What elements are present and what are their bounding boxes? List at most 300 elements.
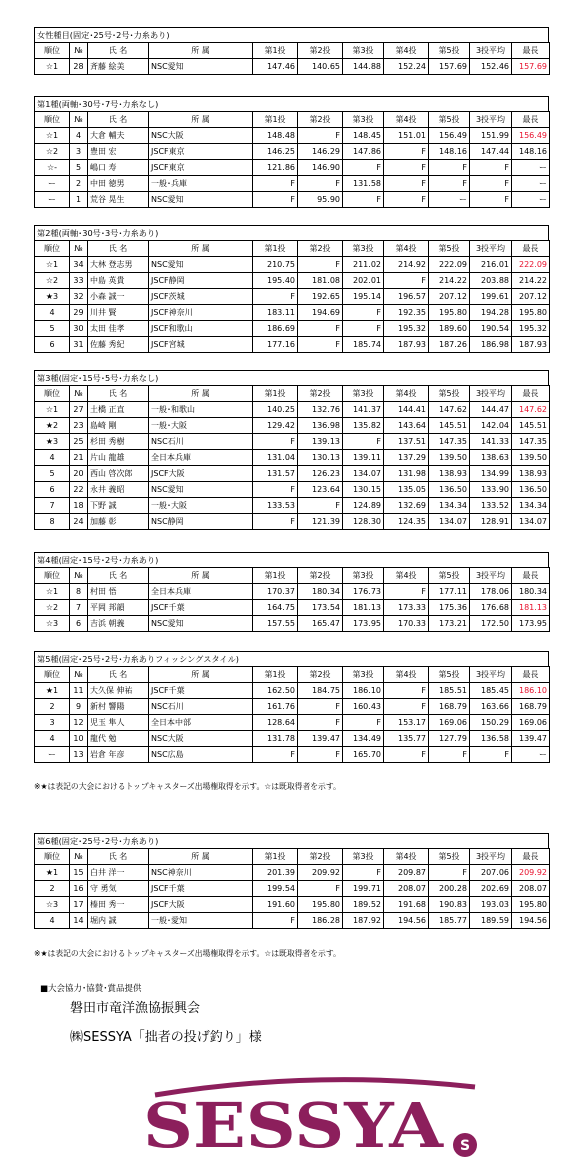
table-row [35,897,550,913]
table-cell: F [298,699,343,715]
table-cell: 吉浜 朝義 [88,616,149,632]
header-cell: 第2投 [298,386,343,402]
table-cell: ☆1 [35,257,70,273]
table-cell: 121.86 [253,160,298,176]
table-cell: ☆3 [35,897,70,913]
table-cell: JSCF神奈川 [149,305,253,321]
section-title: 第5種(固定･25号･2号･力糸ありフィッシングスタイル) [34,651,549,666]
header-cell: 3投平均 [470,849,512,865]
table-cell: 170.33 [384,616,429,632]
table-cell: 152.24 [384,59,429,75]
table-row [35,144,550,160]
table-cell: F [470,160,512,176]
table-cell: 143.64 [384,418,429,434]
table-row [35,402,550,418]
table-cell: 7 [35,498,70,514]
table-cell: 202.01 [343,273,384,289]
header-cell: 最長 [512,667,550,683]
table-cell: 183.11 [253,305,298,321]
table-cell: 129.42 [253,418,298,434]
table-cell: 192.65 [298,289,343,305]
table-cell: 永井 義昭 [88,482,149,498]
table-row [35,600,550,616]
table-cell: 138.93 [429,466,470,482]
header-cell: № [70,43,88,59]
table-cell: NSC石川 [149,699,253,715]
table-cell: 岩倉 年彦 [88,747,149,763]
table-cell: JSCF茨城 [149,289,253,305]
table-cell: JSCF千葉 [149,683,253,699]
table-cell: ☆2 [35,273,70,289]
table-cell: 138.63 [470,450,512,466]
table-cell: F [470,192,512,208]
header-cell: 第4投 [384,112,429,128]
table-cell: 209.92 [298,865,343,881]
table-cell: 24 [70,514,88,530]
table-cell: 16 [70,881,88,897]
table-cell: ★1 [35,683,70,699]
table-cell: 145.51 [429,418,470,434]
section-title: 第4種(固定･15号･2号･力糸あり) [34,552,549,567]
table-row [35,747,550,763]
header-cell: 3投平均 [470,241,512,257]
table-cell: 豊田 宏 [88,144,149,160]
table-cell: F [384,176,429,192]
table-cell: 95.90 [298,192,343,208]
header-cell: 順位 [35,241,70,257]
table-cell: 139.13 [298,434,343,450]
table-cell: 173.54 [298,600,343,616]
table-cell: F [384,683,429,699]
table-cell: 214.92 [384,257,429,273]
table-row [35,289,550,305]
table-row [35,418,550,434]
table-cell: 150.29 [470,715,512,731]
sessya-logo [135,1075,495,1165]
header-cell: 第2投 [298,568,343,584]
table-cell: 下野 誠 [88,498,149,514]
table-cell: 185.51 [429,683,470,699]
table-row [35,865,550,881]
table-cell: 147.44 [470,144,512,160]
table-cell: 8 [70,584,88,600]
table-cell: 211.02 [343,257,384,273]
table-cell: 131.58 [343,176,384,192]
table-cell: 島崎 剛 [88,418,149,434]
table-cell: F [343,321,384,337]
table-cell: 189.60 [429,321,470,337]
table-cell: 8 [35,514,70,530]
header-cell: 第4投 [384,568,429,584]
table-cell: 168.79 [429,699,470,715]
table-cell: 177.16 [253,337,298,353]
footnote-2: ※★は表記の大会におけるトップキャスターズ出場権取得を示す。☆は既取得者を示す。 [34,949,341,958]
table-cell: 144.47 [470,402,512,418]
header-row [35,241,550,257]
table-cell: 187.93 [384,337,429,353]
header-cell: 3投平均 [470,43,512,59]
section-title: 第6種(固定･25号･2号･力糸あり) [34,833,549,848]
table-cell: 128.91 [470,514,512,530]
table-cell: 209.87 [384,865,429,881]
table-cell: 大久保 伸祐 [88,683,149,699]
table-cell: ☆3 [35,616,70,632]
table-cell: 190.83 [429,897,470,913]
table-cell: 207.06 [470,865,512,881]
table-cell: 157.55 [253,616,298,632]
table-cell: 全日本兵庫 [149,584,253,600]
table-cell: 214.22 [512,273,550,289]
table-cell: 128.30 [343,514,384,530]
table-cell: F [384,747,429,763]
table-cell: 27 [70,402,88,418]
header-cell: 最長 [512,43,550,59]
table-cell: 4 [70,128,88,144]
header-cell: 所 属 [149,386,253,402]
table-cell: 14 [70,913,88,929]
table-cell: 138.93 [512,466,550,482]
header-cell: 第1投 [253,112,298,128]
table-cell: 124.89 [343,498,384,514]
table-cell: ー [512,160,550,176]
table-cell: 17 [70,897,88,913]
header-row [35,386,550,402]
table-cell: 堀内 誠 [88,913,149,929]
table-row [35,160,550,176]
table-cell: ー [35,747,70,763]
header-cell: 氏 名 [88,112,149,128]
table-cell: 130.15 [343,482,384,498]
result-section [34,651,549,763]
header-cell: 第2投 [298,43,343,59]
table-cell: F [343,715,384,731]
header-cell: 第5投 [429,112,470,128]
table-row [35,321,550,337]
table-cell: 大林 登志男 [88,257,149,273]
table-cell: 4 [35,731,70,747]
table-cell: NSC石川 [149,434,253,450]
table-cell: 1 [70,192,88,208]
table-cell: 186.10 [512,683,550,699]
table-cell: 131.98 [384,466,429,482]
table-cell: 192.35 [384,305,429,321]
table-cell: 140.25 [253,402,298,418]
header-cell: 氏 名 [88,568,149,584]
table-cell: F [384,192,429,208]
header-cell: 第5投 [429,667,470,683]
table-cell: F [429,747,470,763]
table-cell: 中田 徳男 [88,176,149,192]
table-cell: 185.74 [343,337,384,353]
table-cell: 斉藤 絵美 [88,59,149,75]
table-cell: 151.01 [384,128,429,144]
table-cell: 児玉 隼人 [88,715,149,731]
table-cell: 187.26 [429,337,470,353]
header-row [35,849,550,865]
header-cell: № [70,849,88,865]
table-cell: 小森 誠一 [88,289,149,305]
table-cell: 181.08 [298,273,343,289]
table-cell: 135.77 [384,731,429,747]
table-cell: NSC広島 [149,747,253,763]
table-cell: F [298,881,343,897]
table-cell: 214.22 [429,273,470,289]
table-cell: 加藤 彰 [88,514,149,530]
header-cell: 氏 名 [88,849,149,865]
table-cell: F [384,160,429,176]
table-cell: 139.47 [512,731,550,747]
header-cell: 第2投 [298,667,343,683]
table-cell: F [470,747,512,763]
table-row [35,176,550,192]
table-row [35,584,550,600]
table-cell: 34 [70,257,88,273]
header-cell: 第5投 [429,568,470,584]
header-cell: 順位 [35,849,70,865]
results-table [34,111,550,208]
table-cell: 186.69 [253,321,298,337]
table-cell: JSCF千葉 [149,881,253,897]
table-cell: ☆2 [35,144,70,160]
result-section [34,552,549,632]
table-cell: 片山 龍雄 [88,450,149,466]
result-section [34,225,549,353]
table-cell: 134.07 [343,466,384,482]
table-cell: 137.29 [384,450,429,466]
table-cell: NSC愛知 [149,616,253,632]
table-cell: 199.61 [470,289,512,305]
table-cell: 180.34 [298,584,343,600]
section-title: 第3種(固定･15号･5号･力糸なし) [34,370,549,385]
table-cell: 209.92 [512,865,550,881]
table-cell: 135.05 [384,482,429,498]
table-cell: 139.50 [512,450,550,466]
section-title: 第2種(両軸･30号･3号･力糸あり) [34,225,549,240]
header-cell: № [70,667,88,683]
results-table [34,848,550,929]
table-cell: 村田 悟 [88,584,149,600]
header-cell: 3投平均 [470,667,512,683]
table-cell: ★2 [35,418,70,434]
table-cell: 136.58 [470,731,512,747]
table-cell: 133.52 [470,498,512,514]
table-cell: 嶋口 寿 [88,160,149,176]
table-cell: 134.49 [343,731,384,747]
results-table [34,567,550,632]
table-cell: 一般･大阪 [149,418,253,434]
table-cell: F [253,747,298,763]
header-cell: 第1投 [253,849,298,865]
table-row [35,913,550,929]
table-cell: 140.65 [298,59,343,75]
table-cell: 169.06 [429,715,470,731]
table-cell: 207.12 [512,289,550,305]
table-cell: 123.64 [298,482,343,498]
table-row [35,466,550,482]
table-cell: 131.04 [253,450,298,466]
table-cell: F [253,514,298,530]
table-cell: F [298,337,343,353]
table-cell: 162.50 [253,683,298,699]
table-cell: 佐藤 秀紀 [88,337,149,353]
header-cell: 氏 名 [88,241,149,257]
table-cell: 133.90 [470,482,512,498]
header-cell: 順位 [35,386,70,402]
table-cell: 157.69 [429,59,470,75]
table-cell: F [470,176,512,192]
table-cell: ★1 [35,865,70,881]
header-cell: 最長 [512,386,550,402]
header-cell: 3投平均 [470,568,512,584]
header-cell: 所 属 [149,43,253,59]
table-cell: 128.64 [253,715,298,731]
header-cell: 最長 [512,241,550,257]
table-cell: 201.39 [253,865,298,881]
header-cell: 第3投 [343,568,384,584]
table-cell: 195.32 [512,321,550,337]
header-cell: 第2投 [298,112,343,128]
table-cell: F [298,321,343,337]
table-cell: 榛田 秀一 [88,897,149,913]
table-cell: JSCF東京 [149,144,253,160]
table-cell: 131.78 [253,731,298,747]
table-cell: 147.35 [429,434,470,450]
table-cell: 136.50 [512,482,550,498]
table-cell: ー [512,747,550,763]
table-cell: ー [429,192,470,208]
table-cell: ☆- [35,160,70,176]
table-cell: 190.54 [470,321,512,337]
table-cell: ☆1 [35,584,70,600]
table-cell: 18 [70,498,88,514]
table-cell: F [298,257,343,273]
table-cell: JSCF東京 [149,160,253,176]
table-cell: 148.16 [429,144,470,160]
table-cell: F [384,699,429,715]
table-cell: 守 勇気 [88,881,149,897]
header-cell: 所 属 [149,568,253,584]
table-cell: NSC愛知 [149,59,253,75]
table-cell: 195.80 [429,305,470,321]
table-cell: 172.50 [470,616,512,632]
results-table [34,42,550,75]
table-cell: 25 [70,434,88,450]
header-cell: 第5投 [429,386,470,402]
table-cell: 10 [70,731,88,747]
results-table [34,666,550,763]
table-cell: F [384,273,429,289]
table-cell: 181.13 [512,600,550,616]
table-cell: 137.51 [384,434,429,450]
table-cell: ー [512,192,550,208]
table-cell: 2 [35,699,70,715]
table-cell: 6 [35,482,70,498]
header-cell: 順位 [35,112,70,128]
header-cell: 第1投 [253,241,298,257]
table-cell: 191.60 [253,897,298,913]
table-cell: 全日本中部 [149,715,253,731]
header-cell: 第3投 [343,112,384,128]
table-cell: 210.75 [253,257,298,273]
table-cell: F [298,128,343,144]
table-cell: F [384,144,429,160]
table-cell: 30 [70,321,88,337]
header-cell: 第5投 [429,849,470,865]
table-cell: F [253,913,298,929]
header-cell: 第3投 [343,241,384,257]
table-cell: 191.68 [384,897,429,913]
table-cell: 196.57 [384,289,429,305]
table-cell: 202.69 [470,881,512,897]
table-row [35,273,550,289]
header-cell: 第1投 [253,568,298,584]
table-cell: 一般･愛知 [149,913,253,929]
table-cell: 6 [35,337,70,353]
table-cell: 134.07 [429,514,470,530]
table-cell: 134.07 [512,514,550,530]
table-cell: 136.98 [298,418,343,434]
table-cell: 133.53 [253,498,298,514]
header-cell: 氏 名 [88,43,149,59]
table-cell: 土橋 正直 [88,402,149,418]
table-cell: 124.35 [384,514,429,530]
table-cell: 28 [70,59,88,75]
logo-wordmark: SESSYA [143,1089,444,1162]
table-cell: 195.14 [343,289,384,305]
table-cell: 中島 英貴 [88,273,149,289]
table-cell: 169.06 [512,715,550,731]
table-cell: 176.73 [343,584,384,600]
results-table [34,240,550,353]
table-cell: 186.98 [470,337,512,353]
table-cell: 白井 洋一 [88,865,149,881]
header-cell: 順位 [35,43,70,59]
table-cell: F [298,747,343,763]
table-cell: 130.13 [298,450,343,466]
header-cell: 第3投 [343,667,384,683]
table-cell: 200.28 [429,881,470,897]
table-cell: 160.43 [343,699,384,715]
table-cell: 6 [70,616,88,632]
header-cell: 第3投 [343,386,384,402]
table-cell: 139.50 [429,450,470,466]
table-cell: F [343,865,384,881]
table-cell: 2 [70,176,88,192]
table-cell: F [253,289,298,305]
sponsor-line-2: ㈱SESSYA「拙者の投げ釣り」様 [70,1030,262,1045]
table-cell: 20 [70,466,88,482]
table-cell: 186.10 [343,683,384,699]
table-cell: 147.46 [253,59,298,75]
table-row [35,450,550,466]
table-cell: 5 [35,466,70,482]
table-cell: 153.17 [384,715,429,731]
table-cell: 193.03 [470,897,512,913]
table-cell: F [298,176,343,192]
table-cell: F [343,192,384,208]
table-cell: 全日本兵庫 [149,450,253,466]
table-cell: 132.76 [298,402,343,418]
table-row [35,616,550,632]
table-row [35,881,550,897]
table-cell: 173.95 [512,616,550,632]
table-cell: 185.45 [470,683,512,699]
table-cell: 180.34 [512,584,550,600]
table-cell: ー [512,176,550,192]
section-title: 第1種(両軸･30号･7号･力糸なし) [34,96,549,111]
table-cell: 139.11 [343,450,384,466]
table-cell: 平岡 邦韻 [88,600,149,616]
